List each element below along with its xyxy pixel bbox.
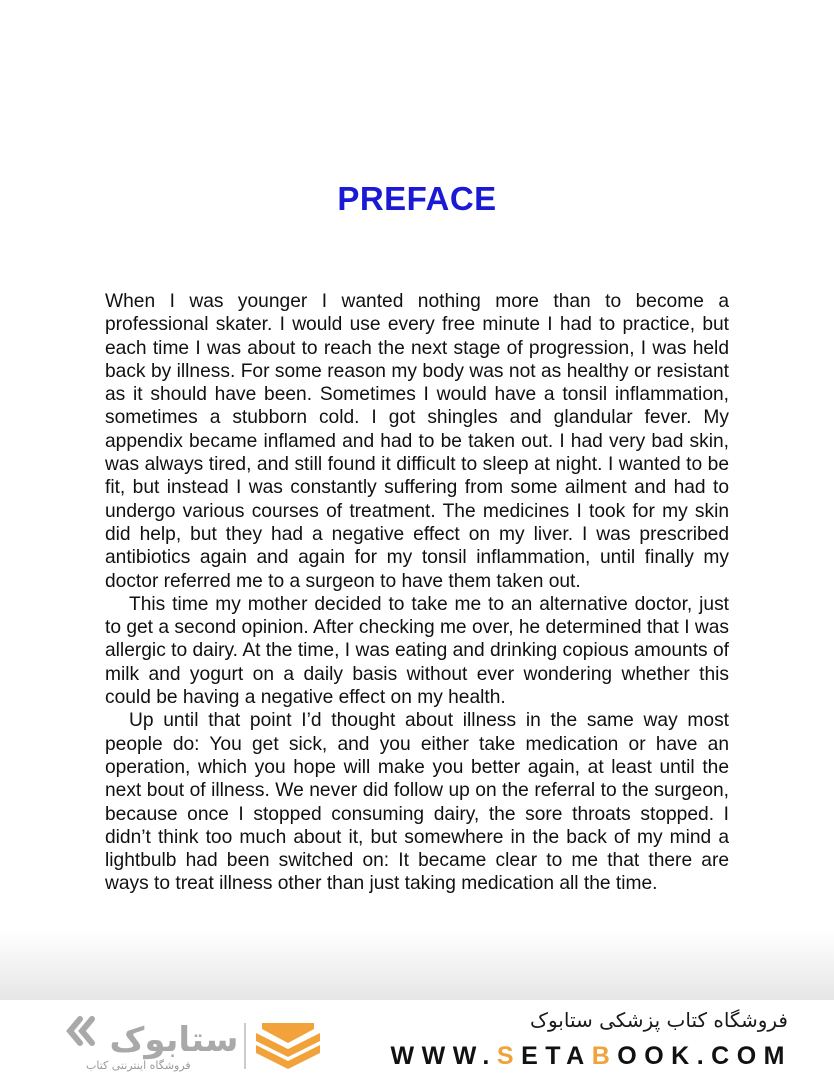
paragraph-1: When I was younger I wanted nothing more than to become a professional skater. I would use every free minute I had to practice, but each time I was about to reach the next stage of progression, I was held back by illness. For some reason my body was not as healthy or resistant as it should have been. Sometimes I would have a tonsil inflammation, sometimes a stubborn cold. I got shingles and glandular fever. My appendix became inflamed and had to be taken out. I had very bad skin, was always tired, and still found it difficult to sleep at night. I wanted to be fit, but instead I was constantly suffering from some ailment and had to undergo various courses of treatment. The medicines I took for my skin did help, but they had a negative effect on my liver. I was prescribed antibiotics again and again for my tonsil inflammation, until finally my doctor referred me to a surgeon to have them taken out.: [105, 291, 729, 592]
url-part-accent: B: [591, 1042, 618, 1070]
url-part-accent: S: [496, 1042, 522, 1070]
preface-body: [105, 290, 729, 896]
paragraph-3: Up until that point I’d thought about illness in the same way most people do: You get sick, and you either take medication or have an operation, which you hope will make you better again, at least until the next bout of illness. We never did follow up on the referral to the surgeon, because once I stopped consuming dairy, the sore throats stopped. I didn’t think too much about it, but somewhere in the back of my mind a lightbulb had been switched on: It became clear to me that there are ways to treat illness other than just taking medication all the time.: [105, 710, 729, 895]
store-url[interactable]: [391, 1042, 792, 1071]
book-chevron-icon: [256, 1023, 320, 1069]
logo-wordmark: ستابوک: [109, 1020, 239, 1060]
page-bottom-shadow: [0, 930, 834, 1000]
store-name: فروشگاه کتاب پزشکی ستابوک: [530, 1008, 788, 1032]
url-part: OOK.COM: [617, 1042, 792, 1070]
logo-chevrons-icon: [70, 1019, 92, 1043]
url-part: WWW.: [390, 1042, 497, 1070]
url-part: ETA: [521, 1042, 592, 1070]
page-title: PREFACE: [337, 180, 497, 217]
paragraph-2: This time my mother decided to take me to an alternative doctor, just to get a second opinion. After checking me over, he determined that I was allergic to dairy. At the time, I was eating and drinking copious amounts of milk and yogurt on a daily basis without ever wondering whether this could be having a negative effect on my health.: [105, 593, 729, 709]
logo-subtitle: فروشگاه اینترنتی کتاب: [86, 1059, 191, 1072]
